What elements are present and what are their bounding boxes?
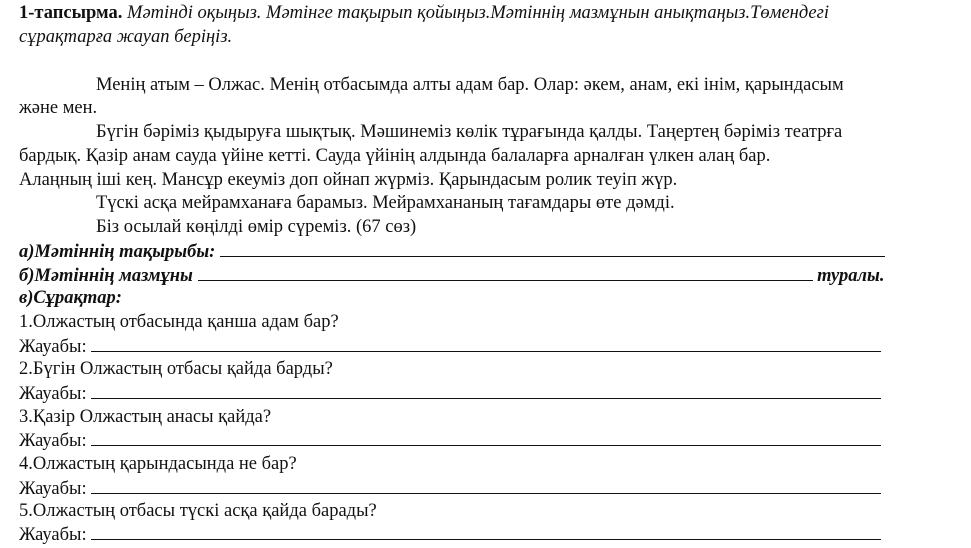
answer-row-5 bbox=[19, 523, 881, 546]
answer-line-2[interactable] bbox=[91, 382, 881, 399]
content-tail: туралы. bbox=[817, 266, 885, 286]
topic-field bbox=[19, 240, 885, 263]
task-number: 1-тапсырма. bbox=[19, 3, 123, 23]
text-p2-line2: бардық. Қазір анам сауда үйіне кетті. Сауда үйінің алдында балаларға арналған үлкен алаң бар. bbox=[19, 146, 771, 166]
task-instruction: Мәтінді оқыңыз. Мәтінге тақырып қойыңыз.Мәтіннің мазмұнын анықтаңыз.Төмендегі bbox=[127, 3, 830, 23]
text-p3-line1: Түскі асқа мейрамханаға барамыз. Мейрамхананың тағамдары өте дәмді. bbox=[96, 193, 675, 213]
answer-line-5[interactable] bbox=[91, 523, 881, 540]
answer-label: Жауабы: bbox=[19, 431, 87, 451]
answer-label: Жауабы: bbox=[19, 525, 87, 545]
answer-row-4 bbox=[19, 477, 881, 500]
content-label: б)Мәтіннің мазмұны bbox=[19, 266, 193, 286]
answer-label: Жауабы: bbox=[19, 337, 87, 357]
question-2: 2.Бүгін Олжастың отбасы қайда барды? bbox=[19, 359, 333, 379]
task-instruction-cont: сұрақтарға жауап беріңіз. bbox=[19, 27, 233, 47]
text-p2-line1: Бүгін бәріміз қыдыруға шықтық. Мәшинеміз көлік тұрағында қалды. Таңертең бәріміз театрға bbox=[96, 122, 843, 142]
question-4: 4.Олжастың қарындасында не бар? bbox=[19, 454, 297, 474]
question-1: 1.Олжастың отбасында қанша адам бар? bbox=[19, 312, 339, 332]
answer-row-3 bbox=[19, 429, 881, 452]
content-answer-line[interactable] bbox=[198, 264, 813, 281]
text-p2-line3: Алаңның іші кең. Мансұр екеуміз доп ойнап жүрміз. Қарындасым ролик теуіп жүр. bbox=[19, 170, 678, 190]
topic-label: а)Мәтіннің тақырыбы: bbox=[19, 242, 216, 262]
answer-label: Жауабы: bbox=[19, 479, 87, 499]
content-field bbox=[19, 264, 884, 287]
questions-heading: в)Сұрақтар: bbox=[19, 288, 122, 308]
question-3: 3.Қазір Олжастың анасы қайда? bbox=[19, 407, 272, 427]
answer-row-2 bbox=[19, 382, 881, 405]
answer-line-4[interactable] bbox=[91, 477, 881, 494]
text-p1-line2: және мен. bbox=[19, 98, 98, 118]
answer-label: Жауабы: bbox=[19, 384, 87, 404]
answer-line-3[interactable] bbox=[91, 429, 881, 446]
text-p1-line1: Менің атым – Олжас. Менің отбасымда алты адам бар. Олар: әкем, анам, екі інім, қарындасым bbox=[96, 75, 844, 95]
answer-line-1[interactable] bbox=[91, 335, 881, 352]
question-5: 5.Олжастың отбасы түскі асқа қайда барады? bbox=[19, 501, 377, 521]
text-p4-line1: Біз осылай көңілді өмір сүреміз. (67 сөз) bbox=[96, 217, 417, 237]
answer-row-1 bbox=[19, 335, 881, 358]
topic-answer-line[interactable] bbox=[220, 240, 885, 257]
task-header bbox=[19, 2, 829, 24]
